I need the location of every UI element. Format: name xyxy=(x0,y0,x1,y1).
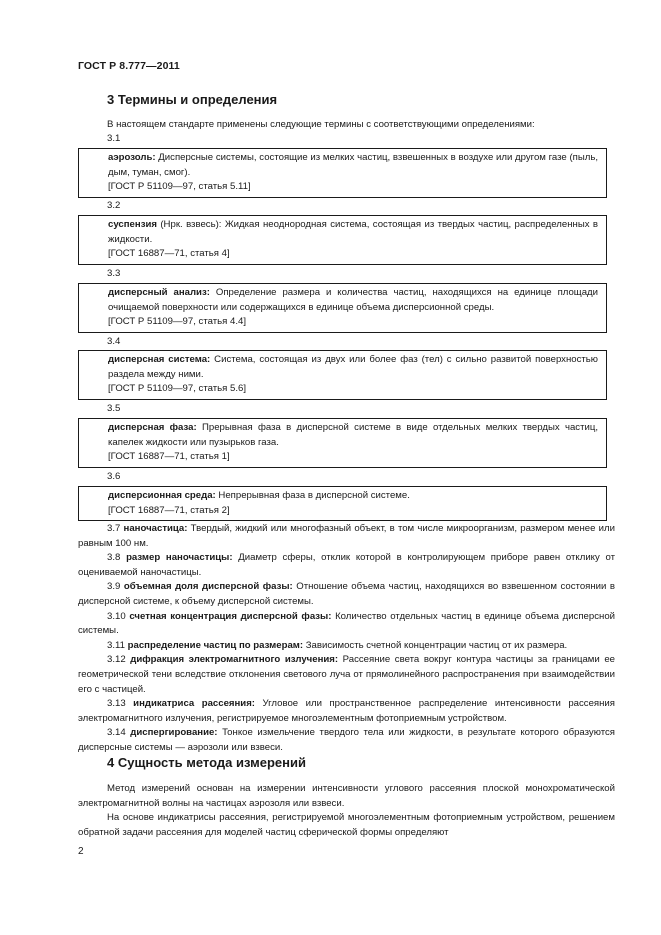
term-number-3-2: 3.2 xyxy=(107,200,121,211)
inline-term-3-13: 3.13 индикатриса рассеяния: Угловое или пространственное распределение интенсивности рассеяния электромагнитного излучения, регистрируемое многоэлементным фотоприемным устройством. xyxy=(78,698,615,724)
inline-term-3-12: 3.12 дифракция электромагнитного излучения: Рассеяние света вокруг контура частицы за границами ее геометрической тени вследствие отклонения светового луча от прямолинейного распространения при взаимодействии его с частицей. xyxy=(78,654,616,695)
inline-term-3-7: 3.7 наночастица: Твердый, жидкий или многофазный объект, в том числе микроорганизм, размером менее или равным 100 нм. xyxy=(78,523,615,549)
term-source: [ГОСТ 16887—71, статья 4] xyxy=(108,248,230,260)
page-number: 2 xyxy=(78,846,84,857)
term-name: суспензия xyxy=(108,219,157,230)
term-source: [ГОСТ Р 51109—97, статья 5.6] xyxy=(108,383,247,395)
term-text: Дисперсные системы, состоящие из мелких частиц, взвешенных в воздухе или другом газе (пыль, дым, туман, смог). xyxy=(108,152,598,178)
term-number-3-6: 3.6 xyxy=(107,471,121,482)
section-4-paragraph: На основе индикатрисы рассеяния, регистрируемой многоэлементным фотоприемным устройством, решением обратной задачи рассеяния для моделей частиц сферической формы определяют xyxy=(78,812,615,838)
term-name: дисперсионная среда: xyxy=(108,490,216,501)
section-3-intro: В настоящем стандарте применены следующие термины с соответствующими определениями: xyxy=(107,119,535,130)
inline-term-3-11: 3.11 распределение частиц по размерам: Зависимость счетной концентрации частиц от их размера. xyxy=(107,639,568,651)
term-name: дисперсный анализ: xyxy=(108,287,210,298)
inline-terms-list xyxy=(78,522,615,756)
term-box-3-6 xyxy=(78,486,607,521)
term-text: Система, состоящая из двух или более фаз (тел) с сильно развитой поверхностью раздела между ними. xyxy=(108,354,598,380)
term-box-3-3 xyxy=(78,283,607,333)
term-box-3-5 xyxy=(78,418,607,468)
section-4-body xyxy=(78,782,615,840)
term-name: аэрозоль: xyxy=(108,152,156,163)
term-name: дисперсная система: xyxy=(108,354,211,365)
term-number-3-4: 3.4 xyxy=(107,336,121,347)
section-3-title: 3 Термины и определения xyxy=(107,92,278,107)
section-4-title: 4 Сущность метода измерений xyxy=(107,755,306,770)
term-box-3-4 xyxy=(78,350,607,400)
term-text: (Нрк. взвесь): Жидкая неоднородная система, состоящая из твердых частиц, распределенных в жидкости. xyxy=(108,219,598,245)
term-name: дисперсная фаза: xyxy=(108,422,197,433)
term-number-3-3: 3.3 xyxy=(107,268,121,279)
inline-term-3-9: 3.9 объемная доля дисперсной фазы: Отношение объема частиц, находящихся во взвешенном состоянии в дисперсной системе, к объему дисперсной системы. xyxy=(78,581,615,607)
inline-term-3-10: 3.10 счетная концентрация дисперсной фазы: Количество отдельных частиц в единице объема дисперсной системы. xyxy=(78,610,616,637)
term-source: [ГОСТ 16887—71, статья 2] xyxy=(108,504,230,516)
term-definition xyxy=(79,151,598,180)
term-box-3-2 xyxy=(78,215,607,265)
term-text: Определение размера и количества частиц, находящихся на единице площади очищаемой поверхности или содержащихся в единице объема дисперсионной среды. xyxy=(108,287,598,313)
term-text: Непрерывная фаза в дисперсной системе. xyxy=(215,490,410,501)
section-4-paragraph: Метод измерений основан на измерении интенсивности углового рассеяния плоской монохроматической электромагнитной волны на частицах аэрозоля или взвеси. xyxy=(78,783,615,809)
term-text: Прерывная фаза в дисперсной системе в виде отдельных мелких твердых частиц, капелек жидкости или пузырьков газа. xyxy=(108,422,598,448)
term-definition xyxy=(79,286,598,315)
term-number-3-5: 3.5 xyxy=(107,403,121,414)
term-number-3-1: 3.1 xyxy=(107,133,121,144)
inline-term-3-14: 3.14 диспергирование: Тонкое измельчение твердого тела или жидкости, в результате которого образуются дисперсные системы — аэрозоли или взвеси. xyxy=(78,727,615,753)
document-header-code: ГОСТ Р 8.777—2011 xyxy=(78,60,180,72)
term-definition xyxy=(79,218,598,247)
term-source: [ГОСТ Р 51109—97, статья 4.4] xyxy=(108,316,247,328)
term-definition xyxy=(79,421,598,450)
term-source: [ГОСТ Р 51109—97, статья 5.11] xyxy=(108,181,251,193)
inline-term-3-8: 3.8 размер наночастицы: Диаметр сферы, отклик которой в контролирующем приборе равен отклику от оцениваемой наночастицы. xyxy=(78,552,615,578)
term-definition xyxy=(79,489,598,504)
term-definition xyxy=(79,353,598,382)
term-source: [ГОСТ 16887—71, статья 1] xyxy=(108,451,230,463)
term-box-3-1 xyxy=(78,148,607,198)
